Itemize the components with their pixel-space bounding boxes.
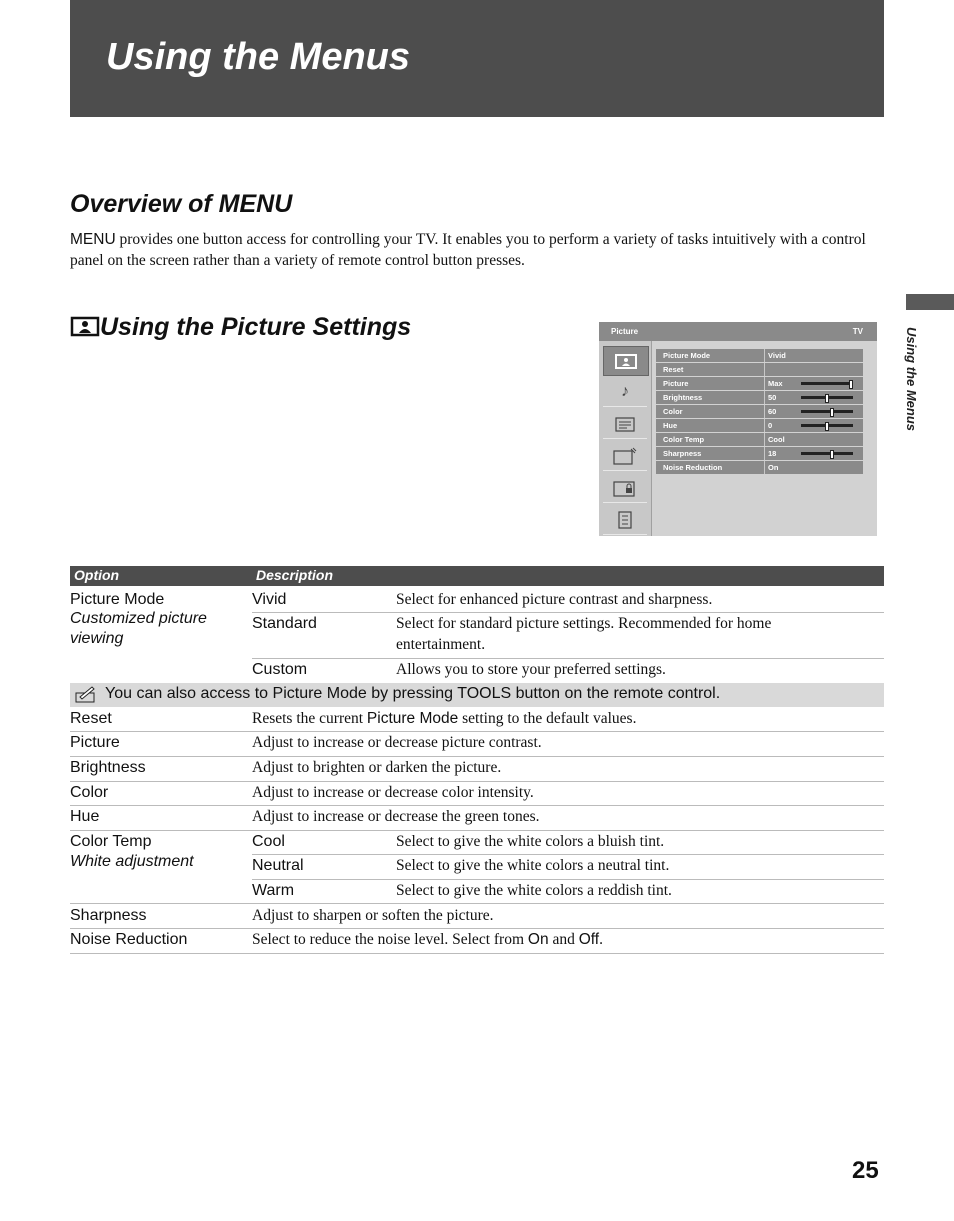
option-color-temp: Color Temp: [70, 833, 152, 850]
option-hue-desc: Adjust to increase or decrease the green tones.: [252, 808, 540, 825]
tv-menu-row-divider: [764, 419, 765, 432]
tv-menu-slider: [801, 410, 853, 413]
option-color-desc: Adjust to increase or decrease color intensity.: [252, 784, 534, 801]
header-bar: [70, 0, 884, 117]
side-tab-marker: [906, 294, 954, 310]
choice-standard-desc: Select for standard picture settings. Recommended for home entertainment.: [396, 615, 772, 653]
tv-menu-row: [656, 349, 863, 362]
option-noise-reduction: Noise Reduction: [70, 931, 188, 948]
overview-heading: Overview of MENU: [70, 190, 293, 218]
tv-menu-row: [656, 447, 863, 460]
tv-menu-slider: [801, 424, 853, 427]
note-pen-icon: [74, 685, 98, 703]
tv-menu-row-name: Sharpness: [663, 449, 702, 458]
tv-menu-row-value: Max: [768, 379, 783, 388]
option-picture: Picture: [70, 734, 120, 751]
tv-menu-row-name: Color: [663, 407, 683, 416]
description-column-header: Description: [256, 567, 334, 583]
tv-menu-row-name: Noise Reduction: [663, 463, 723, 472]
tv-menu-screenshot: [599, 322, 877, 536]
choice-custom: Custom: [252, 661, 308, 678]
tv-menu-row-divider: [764, 391, 765, 404]
tv-menu-row-value: Cool: [768, 435, 785, 444]
choice-warm: Warm: [252, 882, 295, 899]
tv-menu-row-name: Color Temp: [663, 435, 705, 444]
tv-menu-row-name: Picture Mode: [663, 351, 711, 360]
table-header: [70, 566, 884, 586]
tv-menu-row: [656, 419, 863, 432]
tv-menu-row: [656, 377, 863, 390]
screen-icon: [603, 442, 647, 471]
tv-menu-row-divider: [764, 447, 765, 460]
tv-menu-slider: [801, 452, 853, 455]
option-color-temp-sub: White adjustment: [70, 853, 194, 870]
tv-menu-row-value: 60: [768, 407, 777, 416]
music-note-icon: ♪: [603, 378, 647, 407]
page-title: Using the Menus: [106, 36, 411, 78]
option-reset: Reset: [70, 710, 112, 727]
option-picture-mode: Picture Mode: [70, 591, 165, 608]
option-color: Color: [70, 784, 109, 801]
tv-menu-row: [656, 363, 863, 376]
tv-menu-row-divider: [764, 433, 765, 446]
note-text: You can also access to Picture Mode by pressing TOOLS button on the remote control.: [105, 685, 721, 702]
option-picture-desc: Adjust to increase or decrease picture contrast.: [252, 734, 542, 751]
option-sharpness-desc: Adjust to sharpen or soften the picture.: [252, 907, 494, 924]
option-sharpness: Sharpness: [70, 907, 147, 924]
tv-menu-slider-knob: [825, 422, 829, 431]
choice-cool-desc: Select to give the white colors a bluish tint.: [396, 833, 665, 850]
choice-custom-desc: Allows you to store your preferred settings.: [396, 661, 666, 678]
choice-cool: Cool: [252, 833, 285, 850]
tv-menu-slider: [801, 396, 853, 399]
option-noise-reduction-desc: Select to reduce the noise level. Select from On and Off.: [252, 931, 603, 948]
option-brightness: Brightness: [70, 759, 146, 776]
tv-menu-row-value: Vivid: [768, 351, 786, 360]
tv-menu-slider-knob: [830, 450, 834, 459]
tv-menu-row-divider: [764, 461, 765, 474]
tv-menu-row: [656, 391, 863, 404]
divider: [70, 953, 884, 954]
choice-vivid: Vivid: [252, 591, 287, 608]
overview-text: MENU provides one button access for controlling your TV. It enables you to perform a variety of tasks intuitively with a control panel on the screen rather than a variety of remote control button presses.: [70, 231, 866, 269]
tv-menu-icon-column: [599, 341, 652, 536]
tv-menu-title: Picture: [611, 327, 639, 336]
tv-menu-row-value: 50: [768, 393, 777, 402]
tv-menu-title-bar: [599, 322, 877, 341]
divider: [70, 903, 884, 904]
tv-menu-row-value: 0: [768, 421, 773, 430]
option-picture-mode-sub: Customized picture viewing: [70, 610, 207, 647]
tv-menu-row-value: On: [768, 463, 779, 472]
channel-icon: [603, 410, 647, 439]
choice-neutral: Neutral: [252, 857, 304, 874]
tv-menu-row: [656, 433, 863, 446]
lock-icon: [603, 474, 647, 503]
settings-list-icon: [603, 506, 647, 535]
tv-menu-row-name: Picture: [663, 379, 689, 388]
tv-menu-row: [656, 461, 863, 474]
tv-menu-slider-knob: [830, 408, 834, 417]
tv-menu-row-name: Hue: [663, 421, 678, 430]
option-brightness-desc: Adjust to brighten or darken the picture.: [252, 759, 502, 776]
tv-menu-slider-knob: [825, 394, 829, 403]
tv-menu-row-divider: [764, 363, 765, 376]
picture-icon: [603, 346, 649, 376]
choice-warm-desc: Select to give the white colors a reddish tint.: [396, 882, 672, 899]
tv-menu-row-name: Brightness: [663, 393, 703, 402]
tv-menu-row-name: Reset: [663, 365, 684, 374]
side-tab-label: Using the Menus: [904, 327, 919, 432]
choice-vivid-desc: Select for enhanced picture contrast and sharpness.: [396, 591, 713, 608]
page-number: 25: [852, 1157, 879, 1184]
picture-icon: [70, 315, 100, 337]
tv-menu-row-divider: [764, 405, 765, 418]
tv-menu-row-divider: [764, 377, 765, 390]
tv-menu-row: [656, 405, 863, 418]
option-reset-desc: Resets the current Picture Mode setting to the default values.: [252, 710, 637, 727]
choice-neutral-desc: Select to give the white colors a neutral tint.: [396, 857, 670, 874]
option-hue: Hue: [70, 808, 100, 825]
tv-menu-source: TV: [852, 327, 863, 336]
tv-menu-row-value: 18: [768, 449, 777, 458]
tv-menu-slider: [801, 382, 853, 385]
tv-menu-slider-knob: [849, 380, 853, 389]
tv-menu-rows: [656, 349, 863, 475]
picture-settings-heading: Using the Picture Settings: [70, 313, 411, 342]
tv-menu-row-divider: [764, 349, 765, 362]
note-bar: [70, 683, 884, 707]
option-column-header: Option: [74, 567, 120, 583]
choice-standard: Standard: [252, 615, 317, 632]
